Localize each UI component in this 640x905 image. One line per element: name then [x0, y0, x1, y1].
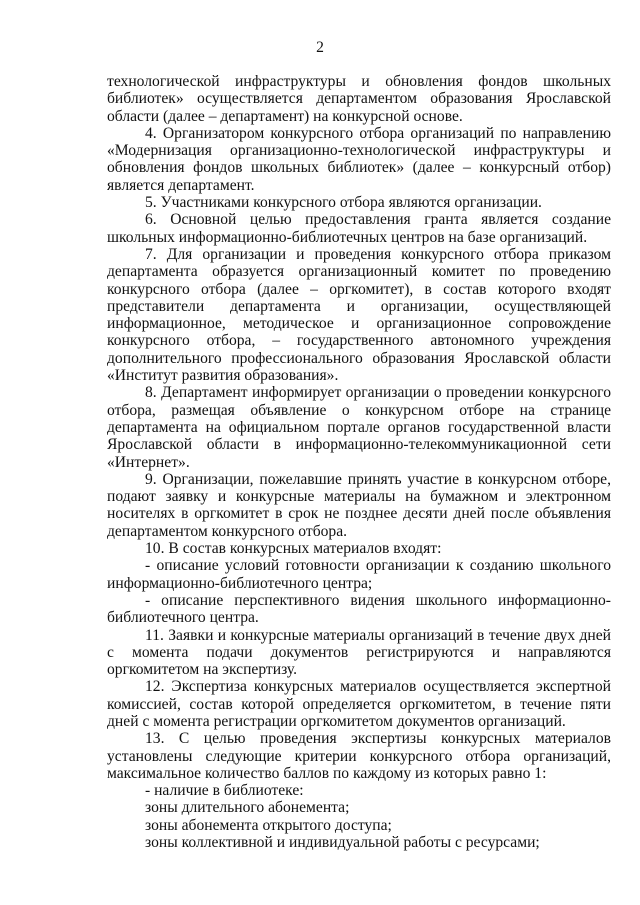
- list-item-vision: - описание перспективного видения школьного информационно-библиотечного центра.: [107, 591, 611, 627]
- document-body: [107, 73, 611, 851]
- list-item-readiness: - описание условий готовности организации к созданию школьного информационно-библиотечного центра;: [107, 557, 611, 592]
- paragraph-item-11: 11. Заявки и конкурсные материалы организаций в течение двух дней с момента подачи документов регистрируются и направляются оргкомитетом на экспертизу.: [107, 626, 611, 679]
- paragraph-item-5: 5. Участниками конкурсного отбора являются организации.: [145, 194, 542, 212]
- list-item-zone-collective: зоны коллективной и индивидуальной работы с ресурсами;: [145, 834, 540, 852]
- paragraph-item-4: 4. Организатором конкурсного отбора организаций по направлению «Модернизация организационно-технологической инфраструктуры и обновления фондов школьных библиотек» (далее – конкурсный отбор) является департамент.: [107, 124, 611, 194]
- paragraph-item-10: 10. В состав конкурсных материалов входят:: [145, 540, 442, 558]
- list-item-library: - наличие в библиотеке:: [145, 782, 304, 800]
- paragraph-item-6: 6. Основной целью предоставления гранта является создание школьных информационно-библиотечных центров на базе организаций.: [107, 211, 611, 246]
- list-item-zone-open-access: зоны абонемента открытого доступа;: [145, 816, 392, 834]
- list-item-zone-long-term: зоны длительного абонемента;: [145, 799, 350, 817]
- paragraph-item-8: 8. Департамент информирует организации о проведении конкурсного отбора, размещая объявление о конкурсном отборе на странице департамента на официальном портале органов государственной власти Ярославской области в информационно-телекоммуникационной сети «Интернет».: [107, 384, 611, 471]
- paragraph-item-13: 13. С целью проведения экспертизы конкурсных материалов установлены следующие критерии конкурсного отбора организаций, максимальное количество баллов по каждому из которых равно 1:: [107, 730, 611, 782]
- paragraph-item-12: 12. Экспертиза конкурсных материалов осуществляется экспертной комиссией, состав которой определяется оргкомитетом, в течение пяти дней с момента регистрации оргкомитетом документов организаций.: [107, 678, 611, 730]
- paragraph-continuation: технологической инфраструктуры и обновления фондов школьных библиотек» осуществляется департаментом образования Ярославской области (далее – департамент) на конкурсной основе.: [107, 73, 611, 125]
- page-number: 2: [316, 39, 324, 56]
- paragraph-item-7: 7. Для организации и проведения конкурсного отбора приказом департамента образуется организационный комитет по проведению конкурсного отбора (далее – оргкомитет), в состав которого входят представители департамента и организации, осуществляющей информационное, методическое и организационное сопровождение конкурсного отбора, – государственного автономного учреждения дополнительного профессионального образования Ярославской области «Институт развития образования».: [107, 245, 611, 385]
- paragraph-item-9: 9. Организации, пожелавшие принять участие в конкурсном отборе, подают заявку и конкурсные материалы на бумажном и электронном носителях в оргкомитет в срок не позднее десяти дней после объявления департаментом конкурсного отбора.: [107, 470, 611, 540]
